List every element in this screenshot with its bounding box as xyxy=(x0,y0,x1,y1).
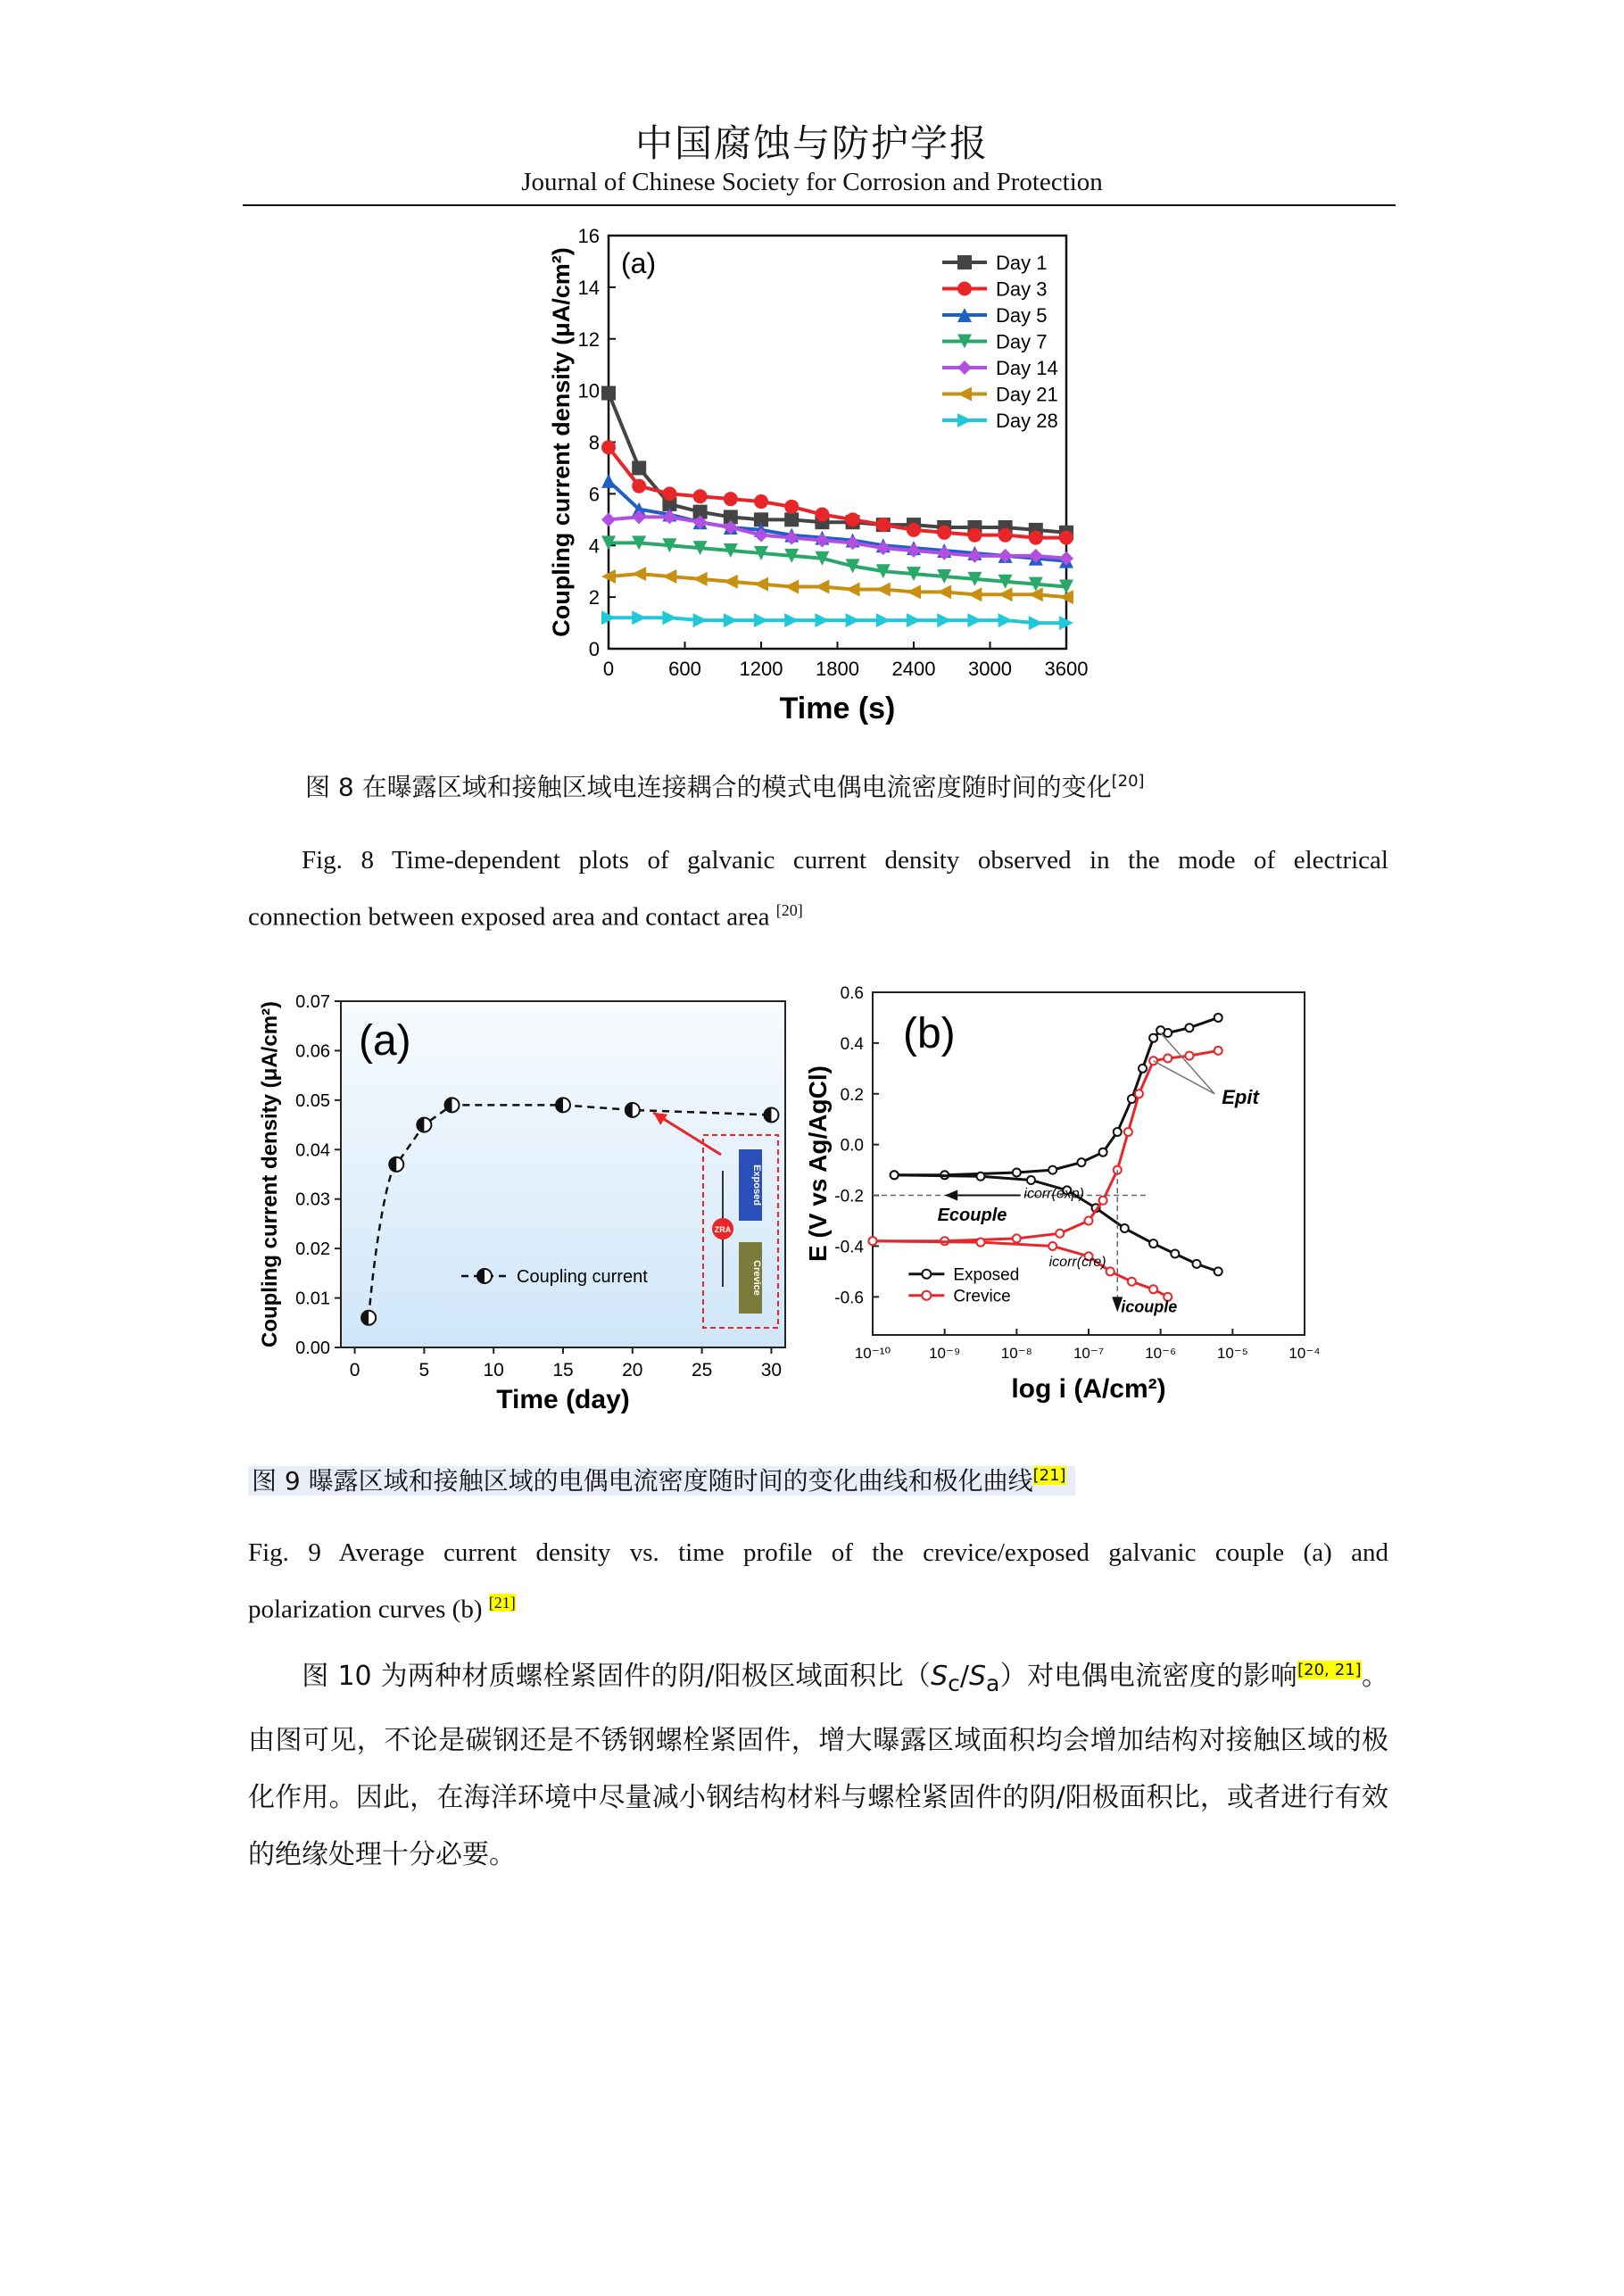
fig9a-chart xyxy=(255,973,791,1419)
data-point xyxy=(1027,1176,1035,1184)
data-point xyxy=(869,1237,877,1245)
x-tick-label: 10⁻¹⁰ xyxy=(854,1345,891,1362)
data-point xyxy=(1149,1239,1157,1247)
annotation-epit: Epit xyxy=(1222,1086,1259,1109)
y-tick-label: 0.01 xyxy=(295,1289,330,1309)
body-paragraph xyxy=(248,1642,1388,1884)
y-tick-label: 0.02 xyxy=(295,1239,330,1260)
y-tick-label: 6 xyxy=(588,483,600,506)
data-point xyxy=(1099,1148,1107,1156)
fig8-caption-cn-text: 图 8 在曝露区域和接触区域电连接耦合的模式电偶电流密度随时间的变化 xyxy=(305,772,1112,802)
panel-label: (b) xyxy=(903,1010,956,1057)
legend-label: Day 21 xyxy=(996,383,1058,406)
data-point xyxy=(846,512,860,526)
annotation-ecouple: Ecouple xyxy=(937,1206,1007,1225)
fig8-caption-cn-ref[interactable]: [20] xyxy=(1111,772,1145,791)
inset-crevice-label: Crevice xyxy=(751,1260,762,1296)
data-point xyxy=(891,1171,899,1179)
x-tick-label: 10 xyxy=(483,1360,504,1380)
x-tick-label: 2400 xyxy=(891,658,936,680)
legend-marker xyxy=(922,1270,931,1279)
data-point xyxy=(1171,1249,1179,1257)
y-tick-label: 0.00 xyxy=(295,1339,330,1358)
data-point xyxy=(1106,1267,1114,1275)
journal-title-en: Journal of Chinese Society for Corrosion and Protection xyxy=(521,168,1103,196)
para-text-1: 图 10 为两种材质螺栓紧固件的阴/阳极区域面积比（ xyxy=(302,1661,932,1692)
y-tick-label: 0.05 xyxy=(295,1090,330,1111)
data-point xyxy=(1214,1047,1222,1055)
area-symbol-sc-sub: c xyxy=(948,1670,960,1696)
x-tick-label: 5 xyxy=(418,1360,430,1380)
x-tick-label: 20 xyxy=(622,1360,643,1380)
fig9-caption-en xyxy=(248,1528,1388,1635)
data-point xyxy=(1013,1168,1021,1176)
y-tick-label: 0.04 xyxy=(295,1140,330,1161)
fig9-caption-cn-ref[interactable]: [21] xyxy=(1032,1466,1066,1485)
data-point xyxy=(1149,1034,1157,1042)
para-ref[interactable]: [20, 21] xyxy=(1297,1661,1362,1679)
y-tick-label: 0 xyxy=(588,638,600,660)
data-point xyxy=(1121,1224,1129,1232)
data-point xyxy=(1135,1090,1143,1098)
area-slash: / xyxy=(959,1661,969,1692)
y-axis-title: Coupling current density (μA/cm²) xyxy=(258,1000,282,1348)
data-point xyxy=(1128,1278,1136,1286)
fig8-caption-en-line2: connection between exposed area and contact area xyxy=(248,902,770,932)
data-point xyxy=(967,528,982,543)
data-point xyxy=(693,489,708,503)
fig9-caption-cn xyxy=(248,1451,1075,1506)
data-point xyxy=(1013,1234,1021,1242)
panel-label: (a) xyxy=(621,247,657,279)
fig9-caption-en-line1: Fig. 9 Average current density vs. time profile of the crevice/exposed galvanic couple (a) and xyxy=(248,1538,1388,1567)
x-axis-title: log i (A/cm²) xyxy=(1011,1374,1166,1404)
y-tick-label: 16 xyxy=(577,225,600,247)
y-tick-label: -0.2 xyxy=(834,1187,864,1206)
y-tick-label: 0.6 xyxy=(840,984,864,1003)
fig9-caption-en-line2: polarization curves (b) xyxy=(248,1595,483,1624)
x-tick-label: 10⁻⁴ xyxy=(1288,1345,1321,1362)
x-tick-label: 3000 xyxy=(968,658,1012,680)
x-tick-label: 0 xyxy=(602,658,615,680)
data-point xyxy=(1214,1267,1222,1275)
inset-zra-label: ZRA xyxy=(714,1225,732,1234)
data-point xyxy=(1085,1217,1093,1225)
data-point xyxy=(784,512,799,526)
fig9-caption-en-ref[interactable]: [21] xyxy=(488,1594,516,1612)
legend-label: Day 5 xyxy=(996,304,1048,327)
data-point xyxy=(601,386,616,401)
data-point xyxy=(1193,1260,1201,1268)
data-point xyxy=(1149,1285,1157,1293)
y-tick-label: 0.4 xyxy=(840,1034,864,1054)
y-tick-label: 4 xyxy=(588,535,600,558)
data-point xyxy=(1029,531,1043,545)
legend-label: Crevice xyxy=(953,1287,1011,1306)
legend-label: Day 1 xyxy=(996,252,1048,274)
y-tick-label: 2 xyxy=(588,586,600,609)
y-tick-label: 0.2 xyxy=(840,1085,864,1105)
data-point xyxy=(1048,1166,1056,1174)
fig8-caption-en-line1: Fig. 8 Time-dependent plots of galvanic current density observed in the mode of electrical xyxy=(302,846,1388,874)
data-point xyxy=(1124,1128,1132,1136)
fig9-caption-cn-text: 图 9 曝露区域和接触区域的电偶电流密度随时间的变化曲线和极化曲线 xyxy=(252,1466,1033,1496)
x-axis-title: Time (day) xyxy=(496,1385,630,1414)
data-point xyxy=(1077,1158,1085,1166)
area-symbol-sa-sub: a xyxy=(986,1670,1000,1696)
fig8-caption-cn xyxy=(305,757,1145,812)
data-point xyxy=(1048,1242,1056,1250)
x-tick-label: 10⁻⁹ xyxy=(929,1345,961,1362)
fig8-chart xyxy=(535,223,1106,732)
data-point xyxy=(1099,1197,1107,1205)
area-symbol-sc: S xyxy=(931,1661,949,1692)
legend-label: Day 28 xyxy=(996,410,1058,432)
y-tick-label: 12 xyxy=(577,327,600,351)
data-point xyxy=(632,479,646,493)
data-point xyxy=(1059,531,1073,545)
fig9b-chart xyxy=(803,973,1338,1419)
fig8-caption-en-ref[interactable]: [20] xyxy=(775,901,803,919)
x-tick-label: 3600 xyxy=(1044,658,1089,680)
y-tick-label: 0.07 xyxy=(295,992,330,1012)
x-tick-label: 30 xyxy=(760,1360,783,1380)
data-point xyxy=(998,528,1013,543)
data-point xyxy=(1139,1065,1147,1073)
x-tick-label: 15 xyxy=(552,1360,574,1380)
panel-label: (a) xyxy=(359,1017,411,1065)
legend-label: Coupling current xyxy=(517,1267,648,1287)
annotation-icorr-cre: icorr(cre) xyxy=(1048,1255,1106,1271)
data-point xyxy=(815,508,829,522)
data-point xyxy=(1185,1024,1193,1032)
data-point xyxy=(1149,1057,1157,1065)
y-tick-label: -0.6 xyxy=(834,1289,864,1308)
legend-label: Exposed xyxy=(953,1265,1020,1285)
x-tick-label: 10⁻⁵ xyxy=(1216,1345,1248,1362)
data-point xyxy=(754,494,768,509)
para-text-3: 。由图可见，不论是碳钢还是不锈钢螺栓紧固件，增大曝露区域面积均会增加结构对接触区域的极化作用。因此，在海洋环境中尽量减小钢结构材料与螺栓紧固件的阴/阳极面积比，或者进行有效的绝缘处理十分必要。 xyxy=(248,1661,1389,1870)
legend-label: Day 14 xyxy=(996,357,1058,379)
y-tick-label: 10 xyxy=(577,379,600,402)
fig8-caption-en xyxy=(248,835,1388,942)
annotation-icorr-exp: icorr(exp) xyxy=(1023,1186,1084,1202)
data-point xyxy=(1128,1095,1136,1103)
data-point xyxy=(724,492,738,506)
data-point xyxy=(977,1239,985,1247)
data-point xyxy=(876,518,891,532)
x-tick-label: 10⁻⁷ xyxy=(1073,1345,1105,1362)
y-tick-label: 0.06 xyxy=(295,1041,330,1062)
y-tick-label: 14 xyxy=(577,276,600,299)
data-point xyxy=(601,440,616,454)
y-tick-label: 0.03 xyxy=(295,1189,330,1210)
area-symbol-sa: S xyxy=(969,1661,987,1692)
y-axis-title: E (V vs Ag/AgCl) xyxy=(804,1065,832,1262)
x-tick-label: 1200 xyxy=(739,658,783,680)
data-point xyxy=(1164,1054,1172,1062)
y-tick-label: 0.0 xyxy=(840,1136,864,1156)
x-tick-label: 10⁻⁸ xyxy=(1000,1345,1032,1362)
x-tick-label: 25 xyxy=(691,1360,713,1380)
journal-title-cn: 中国腐蚀与防护学报 xyxy=(634,121,989,165)
legend-label: Day 7 xyxy=(996,330,1048,353)
data-point xyxy=(1214,1014,1222,1022)
header-divider xyxy=(243,204,1396,206)
data-point xyxy=(1185,1052,1193,1060)
legend-label: Day 3 xyxy=(996,278,1048,301)
x-tick-label: 10⁻⁶ xyxy=(1145,1345,1177,1362)
x-tick-label: 0 xyxy=(349,1360,360,1380)
inset-exposed-label: Exposed xyxy=(751,1165,762,1206)
y-axis-title: Coupling current density (μA/cm²) xyxy=(548,247,575,637)
y-tick-label: 8 xyxy=(588,431,600,454)
data-point xyxy=(1056,1230,1064,1238)
annotation-icouple: icouple xyxy=(1121,1297,1178,1316)
legend-marker xyxy=(922,1291,931,1300)
data-point xyxy=(977,1173,985,1181)
data-point xyxy=(784,500,799,514)
legend-marker xyxy=(957,255,972,269)
data-point xyxy=(632,460,646,475)
legend-marker xyxy=(957,282,972,296)
x-axis-title: Time (s) xyxy=(779,692,896,725)
para-text-2: ）对电偶电流密度的影响 xyxy=(999,1661,1298,1692)
y-tick-label: -0.4 xyxy=(834,1238,864,1257)
data-point xyxy=(907,523,921,537)
data-point xyxy=(662,486,676,501)
data-point xyxy=(1114,1128,1122,1136)
x-tick-label: 1800 xyxy=(816,658,859,680)
x-tick-label: 600 xyxy=(668,658,701,680)
data-point xyxy=(937,526,951,540)
